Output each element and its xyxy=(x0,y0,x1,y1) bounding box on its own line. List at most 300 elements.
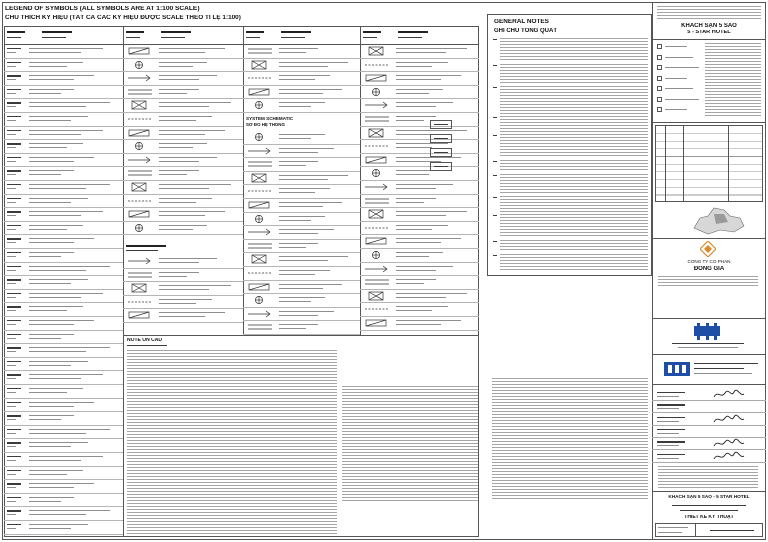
legend-symbol xyxy=(126,168,156,178)
legend-symbol-code xyxy=(7,514,16,515)
legend-symbol-code xyxy=(7,347,21,348)
legend-header-text xyxy=(42,37,66,38)
legend-symbol-code xyxy=(7,130,21,131)
legend-description-line xyxy=(29,320,94,321)
legend-description-line xyxy=(279,247,306,248)
legend-row-divider xyxy=(243,252,360,253)
legend-header-text xyxy=(161,31,191,33)
legend-row-divider xyxy=(123,85,243,86)
legend-header-text xyxy=(7,31,25,33)
general-notes-title-vi: GHI CHÚ TỔNG QUÁT xyxy=(494,28,557,34)
legend-description-line xyxy=(29,252,74,253)
general-note-number xyxy=(493,87,497,88)
legend-description-line xyxy=(29,256,61,257)
legend-description-line xyxy=(29,62,83,63)
legend-symbol-code xyxy=(7,229,16,230)
legend-description-line xyxy=(279,216,325,217)
legend-symbol-code xyxy=(7,270,16,271)
legend-header-text xyxy=(126,37,140,38)
legend-description-line xyxy=(29,79,74,80)
legend-row-divider xyxy=(243,280,360,281)
legend-symbol xyxy=(126,297,156,307)
signature-role-label xyxy=(657,441,685,442)
title-block-row-divider xyxy=(652,39,766,40)
legend-description-line xyxy=(279,179,328,180)
legend-symbol xyxy=(246,46,276,56)
legend-description-line xyxy=(159,202,196,203)
legend-description-line xyxy=(159,89,199,90)
legend-row-divider xyxy=(4,112,123,113)
legend-row-divider xyxy=(360,289,479,290)
legend-row-divider xyxy=(243,293,360,294)
legend-row-divider xyxy=(243,144,360,145)
legend-description-line xyxy=(396,62,448,63)
legend-row-divider xyxy=(123,180,243,181)
legend-header-text xyxy=(42,31,72,33)
legend-description-line xyxy=(396,320,461,321)
project-full-name: KHÁCH SẠN 5 SAO - 5 STAR HOTEL xyxy=(668,495,750,499)
legend-description-line xyxy=(159,116,212,117)
legend-description-line xyxy=(396,174,429,175)
legend-row-divider xyxy=(360,302,479,303)
legend-row-divider xyxy=(243,85,360,86)
note-on-cad-text xyxy=(127,350,337,534)
legend-description-line xyxy=(29,157,94,158)
legend-description-line xyxy=(279,106,311,107)
legend-symbol xyxy=(363,73,393,83)
legend-description-line xyxy=(29,338,61,339)
legend-description-line xyxy=(279,274,315,275)
legend-row-divider xyxy=(243,307,360,308)
title-block-remarks xyxy=(658,466,758,488)
legend-description-line xyxy=(29,147,67,148)
issue-checkbox xyxy=(657,86,662,91)
legend-symbol xyxy=(246,268,276,278)
legend-symbol-code xyxy=(7,238,21,239)
legend-symbol-code xyxy=(7,106,16,107)
legend-row-divider xyxy=(123,194,243,195)
legend-description-line xyxy=(29,442,88,443)
legend-symbol xyxy=(126,155,156,165)
legend-symbol-code xyxy=(7,297,16,298)
legend-row-divider xyxy=(243,212,360,213)
legend-row-divider xyxy=(4,534,123,535)
legend-description-line xyxy=(159,198,212,199)
key-plan-figure xyxy=(690,204,746,236)
legend-description-line xyxy=(159,48,225,49)
legend-row-divider xyxy=(360,85,479,86)
legend-row-divider xyxy=(360,58,479,59)
issue-checkbox xyxy=(657,97,662,102)
legend-description-line xyxy=(29,528,71,529)
legend-symbol-code xyxy=(7,446,16,447)
legend-row-divider xyxy=(360,194,479,195)
legend-symbol-code xyxy=(7,211,21,212)
legend-symbol xyxy=(126,46,156,56)
legend-row-divider xyxy=(4,506,123,507)
legend-symbol xyxy=(246,60,276,70)
legend-row-divider xyxy=(4,425,123,426)
legend-row-divider xyxy=(360,248,479,249)
legend-row-divider xyxy=(123,308,243,309)
client-name-line2: ĐÔNG GIA xyxy=(693,266,725,272)
legend-description-line xyxy=(159,161,199,162)
legend-description-line xyxy=(159,215,205,216)
legend-description-line xyxy=(279,297,325,298)
legend-symbol-code xyxy=(7,378,16,379)
issue-checkbox xyxy=(657,44,662,49)
legend-description-line xyxy=(159,134,205,135)
title-block-row-divider xyxy=(652,238,766,239)
legend-description-line xyxy=(396,229,432,230)
legend-header-text xyxy=(363,37,377,38)
note-on-cad-subheading xyxy=(127,345,167,346)
legend-description-line xyxy=(279,79,315,80)
legend-row-divider xyxy=(243,112,360,113)
legend-row-divider xyxy=(4,194,123,195)
legend-description-line xyxy=(29,378,81,379)
legend-symbol xyxy=(363,100,393,110)
legend-symbol-code xyxy=(7,283,16,284)
legend-description-line xyxy=(396,279,436,280)
legend-row-divider xyxy=(123,234,243,235)
legend-row-divider xyxy=(4,479,123,480)
legend-symbol xyxy=(126,270,156,280)
legend-header-text xyxy=(246,31,264,33)
signature-scribble xyxy=(712,414,746,425)
legend-description-line xyxy=(29,392,67,393)
legend-symbol xyxy=(246,254,276,264)
legend-symbol-code xyxy=(7,497,21,498)
legend-symbol-code xyxy=(7,474,16,475)
legend-description-line xyxy=(279,233,318,234)
legend-header-text xyxy=(398,31,428,33)
issue-checkbox xyxy=(657,55,662,60)
legend-symbol-code xyxy=(7,184,21,185)
legend-description-line xyxy=(279,192,315,193)
legend-header-text xyxy=(161,37,185,38)
legend-description-line xyxy=(159,299,212,300)
legend-description-line xyxy=(29,419,61,420)
legend-title-vi: CHÚ THÍCH KÝ HIỆU (TẤT CẢ CÁC KÝ HIỆU ĐƯỢC SCALE THEO TỈ LỆ 1:100) xyxy=(5,15,241,21)
general-note-number xyxy=(493,65,497,66)
legend-description-line xyxy=(29,120,71,121)
legend-symbol-code xyxy=(7,406,16,407)
legend-description-line xyxy=(29,361,88,362)
legend-description-line xyxy=(279,66,328,67)
title-block-row-divider xyxy=(652,122,766,123)
legend-symbol-code xyxy=(7,157,21,158)
legend-symbol xyxy=(246,173,276,183)
legend-description-line xyxy=(159,303,196,304)
legend-symbol xyxy=(126,141,156,151)
design-stage: THIẾT KẾ KỸ THUẬT xyxy=(684,515,734,520)
drawing-title-text xyxy=(672,505,746,506)
legend-description-line xyxy=(29,510,110,511)
title-block-row-divider xyxy=(652,384,766,385)
legend-description-line xyxy=(279,89,342,90)
legend-description-line xyxy=(396,93,429,94)
legend-symbol xyxy=(126,87,156,97)
consultant-logo-icon xyxy=(694,323,720,340)
legend-description-line xyxy=(279,138,311,139)
signature-role-label xyxy=(657,417,685,418)
issue-label xyxy=(665,99,699,100)
legend-symbol xyxy=(363,318,393,328)
legend-description-line xyxy=(29,130,103,131)
legend-row-divider xyxy=(4,207,123,208)
legend-description-line xyxy=(396,48,467,49)
legend-row-divider xyxy=(4,493,123,494)
legend-header-text xyxy=(281,37,305,38)
legend-description-line xyxy=(279,328,306,329)
legend-description-line xyxy=(29,347,110,348)
legend-symbol-code xyxy=(7,120,16,121)
legend-row-divider xyxy=(360,316,479,317)
legend-row-divider xyxy=(123,207,243,208)
legend-row-divider xyxy=(123,268,243,269)
legend-symbol xyxy=(246,309,276,319)
legend-symbol-code xyxy=(7,415,21,416)
general-notes-continued xyxy=(492,378,648,500)
signature-scribble xyxy=(712,451,746,462)
legend-symbol-code xyxy=(7,242,16,243)
legend-symbol-code xyxy=(7,62,21,63)
legend-symbol xyxy=(363,209,393,219)
signature-row-divider xyxy=(652,425,766,426)
legend-symbol xyxy=(363,128,393,138)
legend-symbol xyxy=(126,256,156,266)
general-note-paragraph xyxy=(500,160,648,172)
legend-description-line xyxy=(29,388,83,389)
legend-description-line xyxy=(29,89,74,90)
legend-description-line xyxy=(29,310,67,311)
legend-notes-divider xyxy=(123,335,479,336)
legend-row-divider xyxy=(4,139,123,140)
legend-symbol xyxy=(246,186,276,196)
drawing-title-text xyxy=(680,510,738,511)
issue-label xyxy=(665,78,687,79)
legend-symbol xyxy=(126,196,156,206)
legend-description-line xyxy=(159,316,205,317)
legend-description-line xyxy=(279,301,311,302)
legend-symbol-code xyxy=(7,419,16,420)
legend-description-line xyxy=(396,184,453,185)
legend-symbol-code xyxy=(7,456,21,457)
issue-checkbox xyxy=(657,107,662,112)
legend-row-divider xyxy=(4,302,123,303)
legend-description-line xyxy=(279,152,318,153)
legend-symbol-code xyxy=(7,116,21,117)
legend-symbol-code xyxy=(7,48,21,49)
contractor-name-text xyxy=(694,368,744,369)
legend-description-line xyxy=(396,120,424,121)
legend-row-divider xyxy=(4,289,123,290)
legend-description-line xyxy=(396,211,467,212)
legend-symbol xyxy=(126,310,156,320)
general-note-number xyxy=(493,161,497,162)
legend-symbol xyxy=(126,182,156,192)
general-note-number xyxy=(493,117,497,118)
legend-description-line xyxy=(29,188,86,189)
legend-symbol xyxy=(363,196,393,206)
legend-symbol xyxy=(363,141,393,151)
legend-symbol xyxy=(246,159,276,169)
legend-description-line xyxy=(29,293,103,294)
legend-subheading xyxy=(126,245,166,247)
legend-subheading xyxy=(126,250,158,251)
legend-description-line xyxy=(396,225,448,226)
general-note-paragraph xyxy=(500,64,648,84)
legend-description-line xyxy=(279,165,306,166)
legend-symbol-code xyxy=(7,324,16,325)
legend-symbol xyxy=(246,227,276,237)
general-note-paragraph xyxy=(500,196,648,212)
legend-description-line xyxy=(159,147,193,148)
legend-row-divider xyxy=(4,438,123,439)
revision-table-column xyxy=(683,125,684,202)
legend-description-line xyxy=(396,242,441,243)
legend-symbol-code xyxy=(7,320,21,321)
legend-description-line xyxy=(29,324,74,325)
issue-label xyxy=(665,46,687,47)
legend-description-line xyxy=(396,102,453,103)
legend-description-line xyxy=(396,297,446,298)
legend-symbol xyxy=(126,283,156,293)
legend-row-divider xyxy=(123,295,243,296)
general-note-number xyxy=(493,255,497,256)
legend-header-text xyxy=(281,31,311,33)
legend-description-line xyxy=(279,62,348,63)
general-note-paragraph xyxy=(500,240,648,252)
legend-row-divider xyxy=(4,343,123,344)
legend-description-line xyxy=(29,456,103,457)
general-note-number xyxy=(493,197,497,198)
legend-description-line xyxy=(279,324,318,325)
legend-header-text xyxy=(246,37,260,38)
legend-row-divider xyxy=(243,71,360,72)
legend-description-line xyxy=(396,270,436,271)
legend-symbol-code xyxy=(7,501,16,502)
legend-description-line xyxy=(279,102,325,103)
legend-symbol xyxy=(246,295,276,305)
signature-name-label xyxy=(657,458,679,459)
legend-row-divider xyxy=(123,322,243,323)
legend-row-divider xyxy=(243,171,360,172)
legend-description-line xyxy=(159,102,231,103)
legend-symbol-code xyxy=(7,524,21,525)
legend-row-divider xyxy=(360,139,479,140)
legend-description-line xyxy=(396,75,461,76)
legend-symbol-code xyxy=(7,252,21,253)
legend-row-divider xyxy=(360,180,479,181)
general-note-paragraph xyxy=(500,134,648,158)
legend-description-line xyxy=(279,270,330,271)
legend-symbol-code xyxy=(7,89,21,90)
legend-symbol xyxy=(126,114,156,124)
legend-symbol xyxy=(363,264,393,274)
signature-role-label xyxy=(657,454,685,455)
general-note-paragraph xyxy=(500,214,648,238)
legend-row-divider xyxy=(4,398,123,399)
legend-symbol-code xyxy=(7,334,21,335)
legend-row-divider xyxy=(4,452,123,453)
legend-column-divider xyxy=(243,26,244,335)
legend-description-line xyxy=(29,215,81,216)
signature-name-label xyxy=(657,408,679,409)
legend-symbol-code xyxy=(7,147,16,148)
project-name-vi: KHÁCH SẠN 5 SAO xyxy=(681,23,737,29)
legend-row-divider xyxy=(4,221,123,222)
consultant-address-text xyxy=(678,347,738,348)
legend-symbol xyxy=(126,223,156,233)
legend-symbol-code xyxy=(7,338,16,339)
signature-name-label xyxy=(657,445,679,446)
legend-description-line xyxy=(29,229,67,230)
legend-row-divider xyxy=(360,71,479,72)
legend-description-line xyxy=(159,66,193,67)
legend-row-divider xyxy=(4,126,123,127)
legend-symbol-code xyxy=(7,174,16,175)
legend-description-line xyxy=(29,415,74,416)
legend-description-line xyxy=(396,293,467,294)
legend-description-line xyxy=(29,279,88,280)
legend-symbol-code xyxy=(7,79,16,80)
issue-checklist-notes xyxy=(705,43,761,117)
legend-row-divider xyxy=(360,166,479,167)
legend-description-line xyxy=(29,266,110,267)
legend-symbol xyxy=(363,277,393,287)
legend-row-divider xyxy=(4,248,123,249)
legend-description-line xyxy=(279,256,348,257)
general-note-paragraph xyxy=(500,116,648,132)
legend-row-divider xyxy=(123,112,243,113)
legend-symbol xyxy=(126,60,156,70)
legend-row-divider xyxy=(4,153,123,154)
legend-description-line xyxy=(396,79,441,80)
legend-description-line xyxy=(159,229,193,230)
legend-description-line xyxy=(159,106,209,107)
legend-description-line xyxy=(159,258,217,259)
legend-row-divider xyxy=(4,411,123,412)
legend-row-divider xyxy=(123,153,243,154)
legend-symbol xyxy=(246,132,276,142)
note-on-cad-heading: NOTE ON CAD xyxy=(127,338,162,343)
legend-row-divider xyxy=(4,234,123,235)
legend-description-line xyxy=(159,184,231,185)
legend-header-text xyxy=(7,37,21,38)
legend-description-line xyxy=(396,238,461,239)
legend-description-line xyxy=(279,175,348,176)
title-block-row-divider xyxy=(652,318,766,319)
legend-description-line xyxy=(159,62,207,63)
legend-description-line xyxy=(29,116,88,117)
legend-row-divider xyxy=(243,239,360,240)
legend-symbol xyxy=(126,128,156,138)
legend-description-line xyxy=(279,75,330,76)
client-logo-icon xyxy=(700,241,716,257)
legend-symbol-code xyxy=(7,75,21,76)
legend-description-line xyxy=(279,311,334,312)
legend-description-line xyxy=(29,460,81,461)
general-note-paragraph xyxy=(500,86,648,114)
drawing-scale-text xyxy=(658,527,688,528)
legend-symbol xyxy=(363,87,393,97)
legend-row-divider xyxy=(123,71,243,72)
legend-symbol-code xyxy=(7,310,16,311)
legend-symbol-code xyxy=(7,351,16,352)
legend-description-line xyxy=(29,470,83,471)
